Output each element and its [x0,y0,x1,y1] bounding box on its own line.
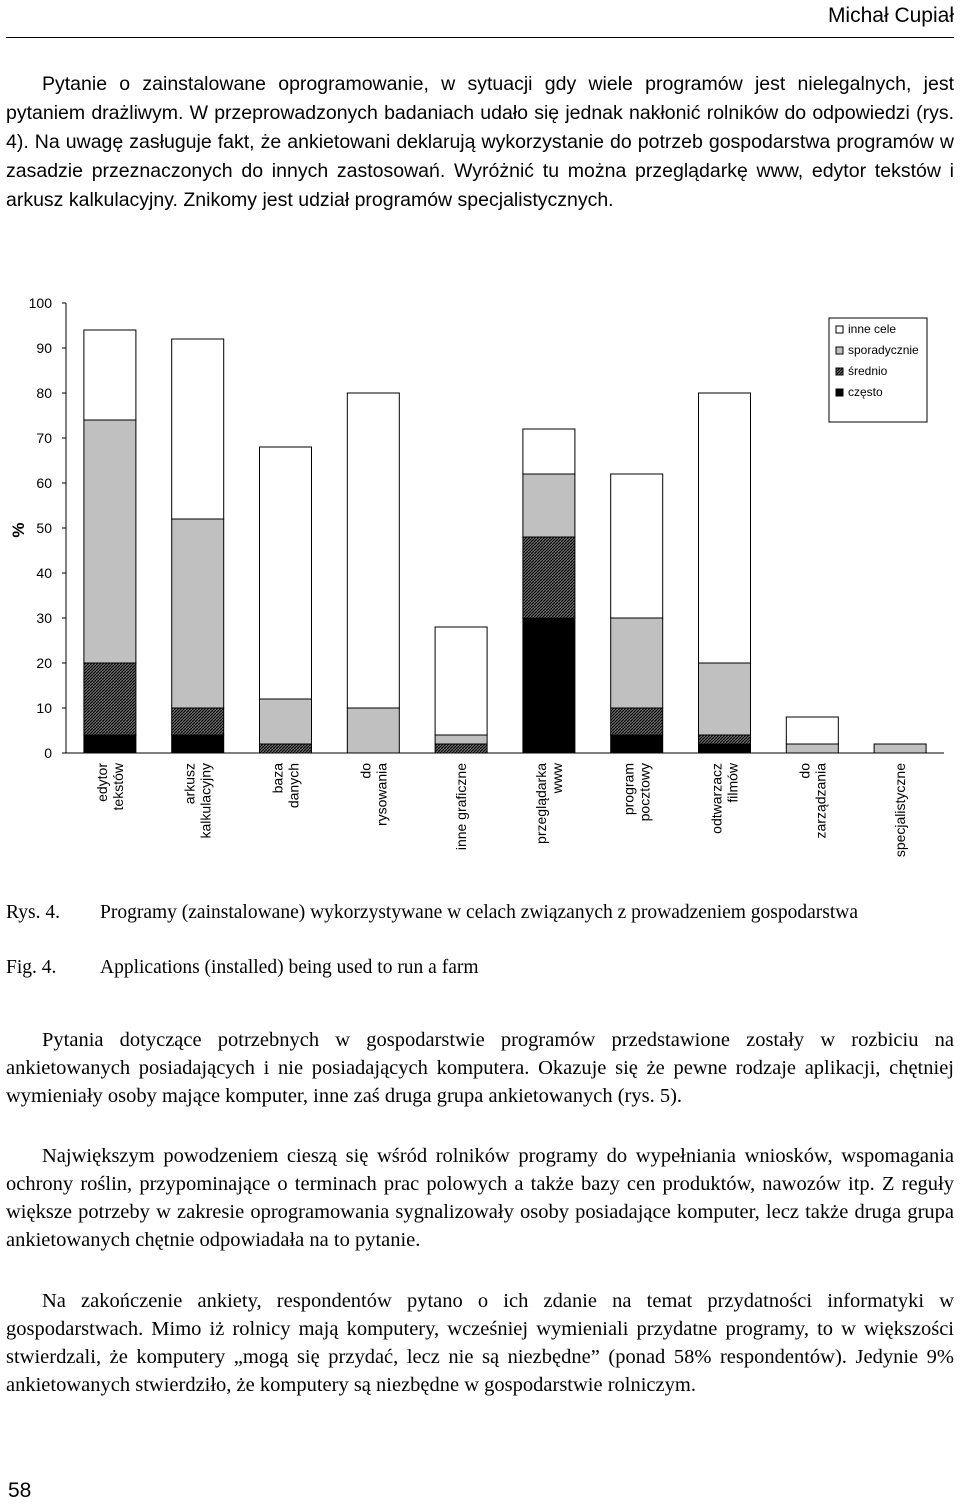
bar-segment-grey [84,420,136,663]
bar-segment-grey [611,618,663,708]
legend-swatch [836,347,843,354]
header-rule [6,37,954,38]
x-tick-label: do [357,763,374,779]
bar-segment-hatched [523,537,575,618]
x-tick-label: baza [269,763,286,794]
y-tick-label: 0 [44,745,52,761]
legend-swatch [836,326,843,333]
caption-label-pl: Rys. 4. [6,902,60,923]
x-tick-label: tekstów [109,763,126,811]
x-tick-label: filmów [724,763,741,803]
legend-label: średnio [848,364,888,378]
y-tick-label: 30 [36,610,52,626]
bar-segment-white [260,447,312,699]
legend-label: często [848,385,883,399]
paragraph-conclusion: Na zakończenie ankiety, respondentów pytano o ich zdanie na temat przydatności informatyki w gospodarstwach. Mimo iż rolnicy mają komputery, wcześniej wymieniali przydatne programy, to w większości stwierdzali, że komputery „mogą się przydać, lecz nie są niezbędne” (ponad 58% respondentów). Jedynie 9% ankietowanych stwierdziło, że komputery są niezbędne w gospodarstwie rolniczym. [6,1290,954,1396]
x-tick-label: edytor [93,763,110,802]
legend-label: sporadycznie [848,343,919,357]
y-tick-label: 50 [36,520,52,536]
bar-segment-hatched [699,735,751,744]
bar-segment-white [172,339,224,519]
bar-segment-solid-black [523,618,575,753]
caption-text-en: Applications (installed) being used to run a farm [100,957,479,978]
x-tick-label: danych [285,763,302,809]
bar-segment-grey [435,735,487,744]
paragraph-needs: Pytania dotyczące potrzebnych w gospodarstwie programów przedstawione zostały w rozbiciu na ankietowanych posiadających i nie posiadających komputera. Okazuje się że pewne rodzaje aplikacji, chętniej wymieniały osoby mające komputer, inne zaś druga grupa ankietowanych (rys. 5). [6,1029,954,1107]
y-tick-label: 100 [28,295,52,311]
caption-text-pl: Programy (zainstalowane) wykorzystywane w celach związanych z prowadzeniem gospodarstwa [100,902,859,923]
x-tick-label: pocztowy [636,763,653,822]
bar-segment-hatched [172,708,224,735]
x-tick-label: odtwarzacz [708,763,725,834]
bar-segment-grey [786,744,838,753]
page-number: 58 [8,1479,32,1502]
x-tick-label: zarządzania [812,763,829,839]
bar-segment-solid-black [699,744,751,753]
bar-segment-white [786,717,838,744]
bar-segment-hatched [435,744,487,753]
x-tick-label: inne graficzne [453,763,470,851]
bars [84,330,926,753]
bar-segment-white [435,627,487,735]
bar-segment-grey [699,663,751,735]
y-tick-label: 60 [36,475,52,491]
bar-segment-grey [874,744,926,753]
bar-segment-white [611,474,663,618]
bar-segment-hatched [260,744,312,753]
bar-segment-hatched [84,663,136,735]
x-tick-label: rysowania [373,763,390,827]
page-header [0,0,960,40]
bar-segment-white [347,393,399,708]
bar-segment-white [523,429,575,474]
figure-caption-pl [6,900,954,926]
y-tick-label: 90 [36,340,52,356]
legend-label: inne cele [848,322,897,336]
y-tick-label: 20 [36,655,52,671]
legend-swatch [836,368,843,375]
bar-segment-solid-black [172,735,224,753]
x-tick-label: arkusz [181,763,198,805]
paragraph-popular: Największym powodzeniem cieszą się wśród rolników programy do wypełniania wniosków, wspomagania ochrony roślin, przypominające o terminach prac polowych a także bazy cen produktów, nawozów itp. Z reguły większe potrzeby w zakresie oprogramowania sygnalizowały osoby posiadające komputer, lecz także druga grupa ankietowanych chętnie odpowiadała na to pytanie. [6,1145,954,1251]
bar-segment-solid-black [611,735,663,753]
stacked-bar-chart [0,290,960,880]
y-tick-label: 80 [36,385,52,401]
figure-chart [0,290,960,880]
bar-segment-white [84,330,136,420]
x-tick-label: kalkulacyjny [197,763,214,839]
x-tick-label: www [548,763,565,794]
y-tick-label: 40 [36,565,52,581]
paragraph-intro: Pytanie o zainstalowane oprogramowanie, w sytuacji gdy wiele programów jest nielegalnych, jest pytaniem drażliwym. W przeprowadzonych badaniach udało się jednak nakłonić rolników do odpowiedzi (rys. 4). Na uwagę zasługuje fakt, że ankietowani deklarują wykorzystanie do potrzeb gospodarstwa programów w zasadzie przeznaczonych do innych zastosowań. Wyróżnić tu można przeglądarkę www, edytor tekstów i arkusz kalkulacyjny. Znikomy jest udział programów specjalistycznych. [6,73,954,211]
x-tick-label: przeglądarka [532,763,549,844]
bar-segment-grey [347,708,399,753]
y-axis-label: % [9,522,28,538]
bar-segment-white [699,393,751,663]
bar-segment-grey [260,699,312,744]
bar-segment-solid-black [84,735,136,753]
caption-label-en: Fig. 4. [6,957,57,978]
x-tick-label: do [796,763,813,779]
figure-caption-en [6,955,954,981]
legend-swatch [836,389,843,396]
y-tick-label: 10 [36,700,52,716]
x-tick-label: specjalistyczne [892,763,909,858]
legend [829,318,927,422]
bar-segment-grey [523,474,575,537]
bar-segment-grey [172,519,224,708]
bar-segment-hatched [611,708,663,735]
author-name: Michał Cupiał [827,4,954,27]
x-tick-label: program [620,763,637,816]
y-tick-label: 70 [36,430,52,446]
x-axis-labels [94,762,908,857]
